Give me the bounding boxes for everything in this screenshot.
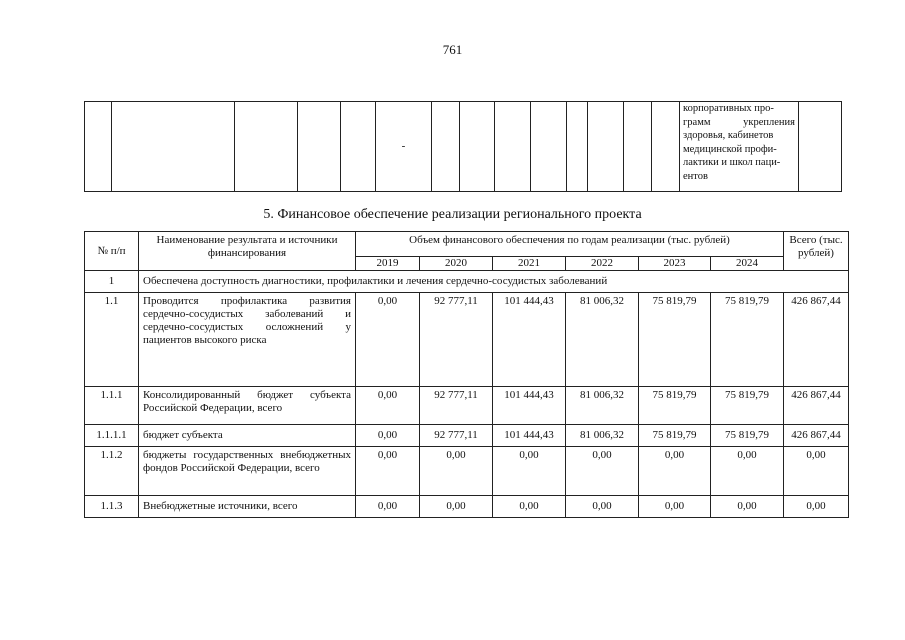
row-value: 0,00: [711, 447, 784, 496]
header-year: 2019: [356, 257, 420, 271]
cont-cell: [495, 102, 531, 192]
cont-cell-dash: -: [376, 102, 432, 192]
cont-cell: [567, 102, 588, 192]
row-num: 1.1.1: [85, 387, 139, 425]
row-value: 0,00: [420, 496, 493, 518]
cont-cell: [85, 102, 112, 192]
header-year: 2020: [420, 257, 493, 271]
row-value: 0,00: [356, 387, 420, 425]
cont-cell: [799, 102, 842, 192]
section-row-num: 1: [85, 271, 139, 293]
cont-cell: [235, 102, 298, 192]
row-value: 75 819,79: [639, 425, 711, 447]
financial-table: [84, 231, 849, 518]
row-value: 75 819,79: [639, 293, 711, 387]
row-num: 1.1: [85, 293, 139, 387]
row-value: 75 819,79: [639, 387, 711, 425]
row-name: Проводится профилактика развития сердечно-сосудистых заболеваний и сердечно-сосудистых осложнений у пациентов высокого риска: [139, 293, 356, 387]
row-value: 0,00: [639, 496, 711, 518]
row-value: 0,00: [566, 496, 639, 518]
header-volume: Объем финансового обеспечения по годам реализации (тыс. рублей): [356, 232, 784, 257]
row-value: 0,00: [493, 496, 566, 518]
row-total: 0,00: [784, 447, 849, 496]
header-name: Наименование результата и источники финансирования: [139, 232, 356, 271]
row-name: бюджет субъекта: [139, 425, 356, 447]
table-row: [85, 293, 849, 387]
cont-cell: [432, 102, 460, 192]
row-value: 0,00: [356, 447, 420, 496]
row-num: 1.1.1.1: [85, 425, 139, 447]
table-row: [85, 387, 849, 425]
row-value: 92 777,11: [420, 425, 493, 447]
row-value: 0,00: [356, 496, 420, 518]
header-year: 2024: [711, 257, 784, 271]
row-value: 0,00: [493, 447, 566, 496]
cont-cell: [341, 102, 376, 192]
row-total: 426 867,44: [784, 387, 849, 425]
row-value: 92 777,11: [420, 387, 493, 425]
header-total: Всего (тыс. рублей): [784, 232, 849, 271]
row-value: 0,00: [639, 447, 711, 496]
row-value: 0,00: [566, 447, 639, 496]
row-value: 81 006,32: [566, 425, 639, 447]
table-row: [85, 496, 849, 518]
row-value: 101 444,43: [493, 293, 566, 387]
row-name: бюджеты государственных внебюджетных фондов Российской Федерации, всего: [139, 447, 356, 496]
row-num: 1.1.2: [85, 447, 139, 496]
row-num: 1.1.3: [85, 496, 139, 518]
row-value: 75 819,79: [711, 387, 784, 425]
row-value: 0,00: [420, 447, 493, 496]
row-total: 426 867,44: [784, 425, 849, 447]
cont-cell: [652, 102, 680, 192]
header-num: № п/п: [85, 232, 139, 271]
table-row: [85, 425, 849, 447]
row-value: 81 006,32: [566, 293, 639, 387]
row-value: 81 006,32: [566, 387, 639, 425]
cont-text-line: ентов: [683, 170, 708, 182]
table-row: [85, 447, 849, 496]
cont-cell: [588, 102, 624, 192]
cont-cell-text: [680, 102, 799, 192]
row-value: 0,00: [711, 496, 784, 518]
row-name: Консолидированный бюджет субъекта Российской Федерации, всего: [139, 387, 356, 425]
page-number: 761: [442, 42, 463, 57]
cont-cell: [531, 102, 567, 192]
cont-text-line: лактики и школ паци-: [683, 157, 781, 168]
cont-cell: [460, 102, 495, 192]
section-title: 5. Финансовое обеспечение реализации регионального проекта: [263, 207, 642, 222]
row-value: 101 444,43: [493, 387, 566, 425]
header-year: 2022: [566, 257, 639, 271]
cont-text-line: корпоративных про-: [683, 103, 774, 114]
row-value: 101 444,43: [493, 425, 566, 447]
row-total: 0,00: [784, 496, 849, 518]
row-value: 75 819,79: [711, 425, 784, 447]
continuation-table: [84, 101, 842, 192]
cont-cell: [112, 102, 235, 192]
row-value: 0,00: [356, 425, 420, 447]
cont-text-line: медицинской профи-: [683, 143, 777, 155]
row-value: 92 777,11: [420, 293, 493, 387]
section-row-text: Обеспечена доступность диагностики, профилактики и лечения сердечно-сосудистых заболеваний: [139, 271, 849, 293]
header-year: 2021: [493, 257, 566, 271]
row-total: 426 867,44: [784, 293, 849, 387]
cont-cell: [298, 102, 341, 192]
row-value: 75 819,79: [711, 293, 784, 387]
row-name: Внебюджетные источники, всего: [139, 496, 356, 518]
header-year: 2023: [639, 257, 711, 271]
row-value: 0,00: [356, 293, 420, 387]
cont-text-line: здоровья, кабинетов: [683, 130, 774, 141]
cont-cell: [624, 102, 652, 192]
cont-text-line: грамм укрепления: [683, 116, 795, 128]
